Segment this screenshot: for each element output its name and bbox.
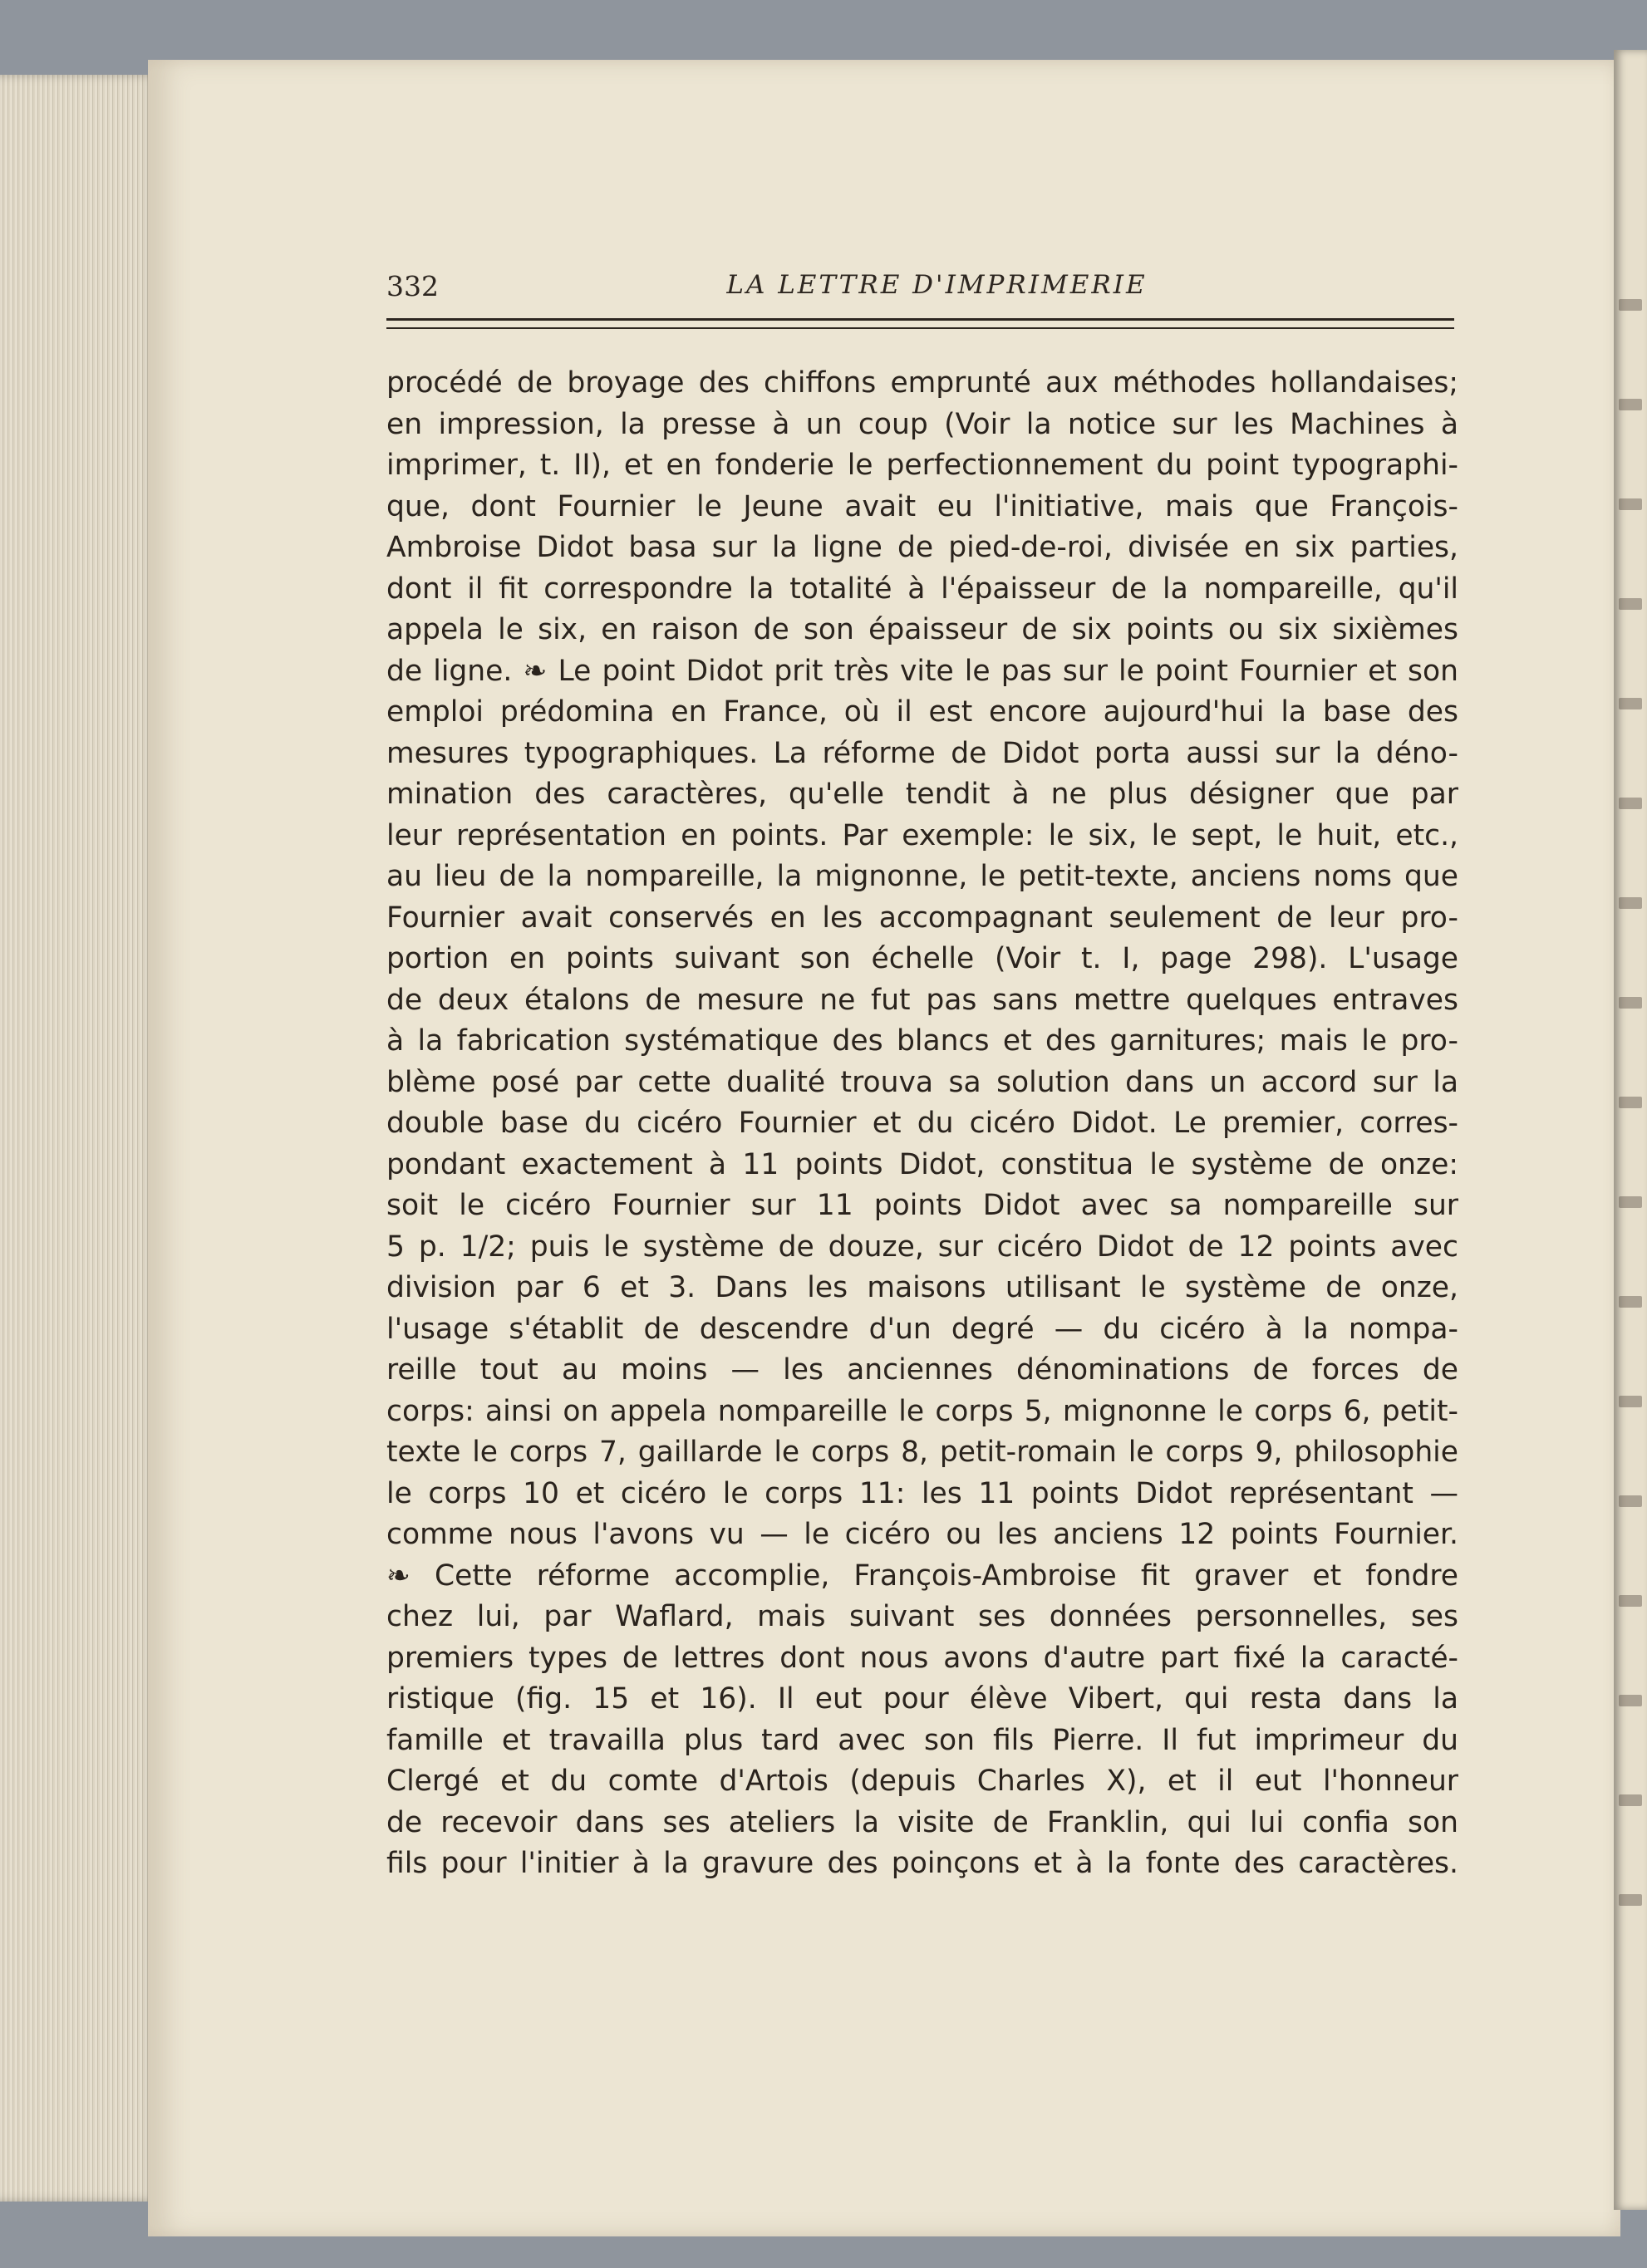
text-line: portion en points suivant son échelle (Voir t. I, page 298). L'usage [386, 942, 1458, 975]
text-line: division par 6 et 3. Dans les maisons utilisant le système de onze, [386, 1271, 1458, 1304]
text-line: soit le cicéro Fournier sur 11 points Didot avec sa nompareille sur [386, 1189, 1458, 1222]
text-line: chez lui, par Waflard, mais suivant ses données personnelles, ses [386, 1600, 1458, 1633]
page-edges [0, 75, 158, 2202]
text-line: que, dont Fournier le Jeune avait eu l'initiative, mais que François- [386, 489, 1458, 523]
body-text [386, 363, 1458, 1885]
text-line: à la fabrication systématique des blancs et des garnitures; mais le pro- [386, 1024, 1458, 1058]
text-line: Clergé et du comte d'Artois (depuis Charles X), et il eut l'honneur [386, 1765, 1458, 1798]
text-line: appela le six, en raison de son épaisseur de six points ou six sixièmes [386, 613, 1458, 646]
text-line: leur représentation en points. Par exemple: le six, le sept, le huit, etc., [386, 818, 1458, 852]
header-rule [386, 327, 1454, 329]
text-line: reille tout au moins — les anciennes dénominations de forces de [386, 1353, 1458, 1387]
text-line: procédé de broyage des chiffons emprunté aux méthodes hollandaises; [386, 366, 1458, 400]
text-line: Fournier avait conservés en les accompagnant seulement de leur pro- [386, 901, 1458, 935]
text-line: de deux étalons de mesure ne fut pas sans mettre quelques entraves [386, 983, 1458, 1017]
text-line: premiers types de lettres dont nous avons d'autre part fixé la caracté- [386, 1641, 1458, 1675]
text-line: texte le corps 7, gaillarde le corps 8, petit-romain le corps 9, philosophie [386, 1436, 1458, 1469]
text-line: ❧ Cette réforme accomplie, François-Ambroise fit graver et fondre [386, 1559, 1458, 1593]
text-line: famille et travailla plus tard avec son fils Pierre. Il fut imprimeur du [386, 1723, 1458, 1757]
text-line: mesures typographiques. La réforme de Didot porta aussi sur la déno- [386, 736, 1458, 770]
text-line: mination des caractères, qu'elle tendit à ne plus désigner que par [386, 778, 1458, 811]
text-line: l'usage s'établit de descendre d'un degré — du cicéro à la nompa- [386, 1312, 1458, 1346]
running-title: LA LETTRE D'IMPRIMERIE [726, 270, 1148, 300]
page-number: 332 [386, 270, 439, 302]
text-line: de recevoir dans ses ateliers la visite de Franklin, qui lui confia son [386, 1805, 1458, 1839]
text-line: en impression, la presse à un coup (Voir la notice sur les Machines à [386, 407, 1458, 441]
text-line: au lieu de la nompareille, la mignonne, le petit-texte, anciens noms que [386, 860, 1458, 893]
text-line: Ambroise Didot basa sur la ligne de pied-de-roi, divisée en six parties, [386, 531, 1458, 564]
text-line: double base du cicéro Fournier et du cicéro Didot. Le premier, corres- [386, 1107, 1458, 1140]
header-rule [386, 318, 1454, 321]
text-line: ristique (fig. 15 et 16). Il eut pour élève Vibert, qui resta dans la [386, 1682, 1458, 1716]
text-line: blème posé par cette dualité trouva sa solution dans un accord sur la [386, 1065, 1458, 1099]
text-line: comme nous l'avons vu — le cicéro ou les anciens 12 points Fournier. [386, 1518, 1458, 1551]
page-header [386, 270, 1454, 312]
text-line: imprimer, t. II), et en fonderie le perfectionnement du point typographi- [386, 449, 1458, 482]
text-line: le corps 10 et cicéro le corps 11: les 11 points Didot représentant — [386, 1476, 1458, 1510]
adjacent-page-edge [1614, 50, 1647, 2210]
text-line: emploi prédomina en France, où il est encore aujourd'hui la base des [386, 695, 1458, 729]
text-line: dont il fit correspondre la totalité à l'épaisseur de la nompareille, qu'il [386, 572, 1458, 606]
text-line: pondant exactement à 11 points Didot, constitua le système de onze: [386, 1147, 1458, 1181]
text-line: 5 p. 1/2; puis le système de douze, sur cicéro Didot de 12 points avec [386, 1230, 1458, 1264]
text-line: fils pour l'initier à la gravure des poinçons et à la fonte des caractères. [386, 1847, 1458, 1880]
text-line: corps: ainsi on appela nompareille le corps 5, mignonne le corps 6, petit- [386, 1394, 1458, 1428]
text-line: de ligne. ❧ Le point Didot prit très vite le pas sur le point Fournier et son [386, 654, 1458, 688]
